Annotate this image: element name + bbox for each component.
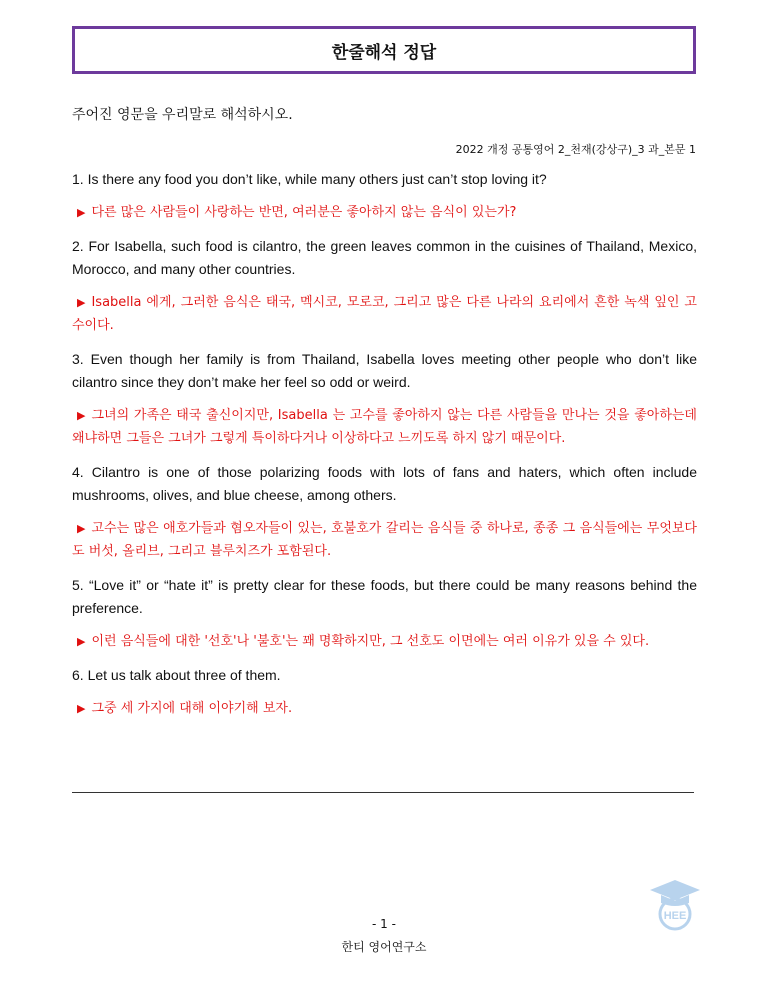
sentence-item (72, 348, 697, 450)
korean-translation (72, 404, 697, 450)
english-sentence: 5. “Love it” or “hate it” is pretty clear for these foods, but there could be many reasons behind the preference. (72, 577, 697, 616)
triangle-marker-icon: ▶ (77, 635, 86, 648)
instruction-text: 주어진 영문을 우리말로 해석하시오. (72, 107, 293, 123)
sentence-item (72, 461, 697, 563)
source-label: 2022 개정 공통영어 2_천재(강상구)_3 과_본문 1 (455, 143, 696, 156)
sentence-item (72, 168, 697, 224)
sentence-list (72, 168, 697, 731)
korean-translation-text: 고수는 많은 애호가들과 혐오자들이 있는, 호불호가 갈리는 음식들 중 하나로, 종종 그 음식들에는 무엇보다도 버섯, 올리브, 그리고 블루치즈가 포함된다. (72, 521, 697, 559)
hee-logo-icon (648, 876, 702, 932)
korean-translation-text: Isabella 에게, 그러한 음식은 태국, 멕시코, 모로코, 그리고 많은 다른 나라의 요리에서 흔한 녹색 잎인 고수이다. (72, 295, 697, 333)
korean-translation-text: 이런 음식들에 대한 '선호'나 '불호'는 꽤 명확하지만, 그 선호도 이면에는 여러 이유가 있을 수 있다. (91, 634, 650, 649)
korean-translation-text: 그중 세 가지에 대해 이야기해 보자. (91, 701, 293, 716)
triangle-marker-icon: ▶ (77, 296, 86, 309)
triangle-marker-icon: ▶ (77, 206, 86, 219)
english-sentence: 3. Even though her family is from Thailand, Isabella loves meeting other people who don’t like cilantro since they don’t make her feel so odd or weird. (72, 351, 697, 390)
logo-text: HEE (663, 910, 687, 922)
english-sentence: 2. For Isabella, such food is cilantro, the green leaves common in the cuisines of Thailand, Mexico, Morocco, and many other countries. (72, 238, 697, 277)
footer-text: 한티 영어연구소 (341, 940, 427, 954)
sentence-item (72, 235, 697, 337)
triangle-marker-icon: ▶ (77, 522, 86, 535)
korean-translation (72, 630, 697, 653)
sentence-item (72, 664, 697, 720)
divider-line (72, 792, 694, 793)
title-box (72, 26, 696, 74)
korean-translation-text: 그녀의 가족은 태국 출신이지만, Isabella 는 고수를 좋아하지 않는 다른 사람들을 만나는 것을 좋아하는데 왜냐하면 그들은 그녀가 그렇게 특이하다거나 이상하다고 느끼도록 하지 않기 때문이다. (72, 408, 697, 446)
page-title: 한줄해석 정답 (331, 42, 437, 63)
korean-translation (72, 201, 697, 224)
english-sentence: 1. Is there any food you don’t like, while many others just can’t stop loving it? (72, 171, 547, 187)
korean-translation-text: 다른 많은 사람들이 사랑하는 반면, 여러분은 좋아하지 않는 음식이 있는가? (91, 205, 517, 220)
page-number: - 1 - (372, 917, 396, 931)
triangle-marker-icon: ▶ (77, 702, 86, 715)
english-sentence: 4. Cilantro is one of those polarizing foods with lots of fans and haters, which often include mushrooms, olives, and blue cheese, among others. (72, 464, 697, 503)
english-sentence: 6. Let us talk about three of them. (72, 667, 281, 683)
sentence-item (72, 574, 697, 653)
korean-translation (72, 291, 697, 337)
korean-translation (72, 517, 697, 563)
korean-translation (72, 697, 697, 720)
triangle-marker-icon: ▶ (77, 409, 86, 422)
